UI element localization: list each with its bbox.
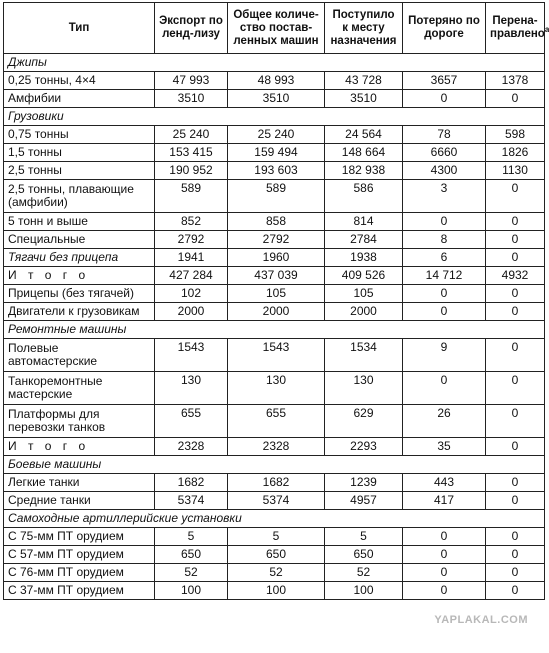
cell-export: 25 240 bbox=[155, 126, 228, 144]
cell-type: Специальные bbox=[4, 231, 155, 249]
header-redirected: Перена-правлено$^а$ bbox=[486, 3, 545, 54]
cell-lost: 78 bbox=[403, 126, 486, 144]
table-row bbox=[4, 492, 545, 510]
table-row bbox=[4, 372, 545, 405]
section-combat: Боевые машины bbox=[4, 456, 545, 474]
cell-export: 100 bbox=[155, 582, 228, 600]
total-row bbox=[4, 438, 545, 456]
lend-lease-table bbox=[3, 2, 549, 600]
table-row bbox=[4, 285, 545, 303]
cell-export: 427 284 bbox=[155, 267, 228, 285]
cell-arrived: 3510 bbox=[325, 90, 403, 108]
cell-export: 5 bbox=[155, 528, 228, 546]
cell-arrived: 629 bbox=[325, 405, 403, 438]
cell-arrived: 409 526 bbox=[325, 267, 403, 285]
cell-arrived: 650 bbox=[325, 546, 403, 564]
header-type: Тип bbox=[4, 3, 155, 54]
table-row bbox=[4, 528, 545, 546]
cell-arrived: 4957 bbox=[325, 492, 403, 510]
cell-type: 2,5 тонны, плавающие (амфибии) bbox=[4, 180, 155, 213]
cell-export: 1543 bbox=[155, 339, 228, 372]
table-row bbox=[4, 231, 545, 249]
cell-export: 1941 bbox=[155, 249, 228, 267]
cell-arrived: 5 bbox=[325, 528, 403, 546]
cell-arrived: 1938 bbox=[325, 249, 403, 267]
cell-redirected: 0 bbox=[486, 180, 545, 213]
cell-redirected: 0 bbox=[486, 564, 545, 582]
cell-redirected: 4932 bbox=[486, 267, 545, 285]
cell-arrived: 24 564 bbox=[325, 126, 403, 144]
cell-export: 852 bbox=[155, 213, 228, 231]
cell-lost: 0 bbox=[403, 564, 486, 582]
cell-total: 25 240 bbox=[228, 126, 325, 144]
cell-lost: 3657 bbox=[403, 72, 486, 90]
table-row bbox=[4, 339, 545, 372]
section-row bbox=[4, 108, 545, 126]
cell-lost: 6660 bbox=[403, 144, 486, 162]
cell-export: 1682 bbox=[155, 474, 228, 492]
cell-type: Двигатели к грузовикам bbox=[4, 303, 155, 321]
header-export: Экспорт по ленд-лизу bbox=[155, 3, 228, 54]
cell-redirected: 0 bbox=[486, 372, 545, 405]
table-row bbox=[4, 474, 545, 492]
header-total: Общее количе-ство постав-ленных машин bbox=[228, 3, 325, 54]
cell-redirected: 0 bbox=[486, 231, 545, 249]
cell-lost: 443 bbox=[403, 474, 486, 492]
cell-total: 2792 bbox=[228, 231, 325, 249]
cell-export: 47 993 bbox=[155, 72, 228, 90]
cell-arrived: 1534 bbox=[325, 339, 403, 372]
cell-type: С 57-мм ПТ орудием bbox=[4, 546, 155, 564]
cell-lost: 0 bbox=[403, 90, 486, 108]
table-row bbox=[4, 162, 545, 180]
table-row bbox=[4, 126, 545, 144]
cell-export: 52 bbox=[155, 564, 228, 582]
cell-arrived: 100 bbox=[325, 582, 403, 600]
cell-total: 858 bbox=[228, 213, 325, 231]
cell-total: 650 bbox=[228, 546, 325, 564]
cell-redirected: 0 bbox=[486, 474, 545, 492]
cell-total: 48 993 bbox=[228, 72, 325, 90]
section-spg: Самоходные артиллерийские установки bbox=[4, 510, 545, 528]
cell-total: 5374 bbox=[228, 492, 325, 510]
cell-arrived: 52 bbox=[325, 564, 403, 582]
table-row bbox=[4, 144, 545, 162]
cell-total: 2328 bbox=[228, 438, 325, 456]
cell-lost: 0 bbox=[403, 582, 486, 600]
footnote-mark: а bbox=[544, 25, 549, 35]
cell-total: 130 bbox=[228, 372, 325, 405]
cell-type: Платформы для перевозки танков bbox=[4, 405, 155, 438]
table-row bbox=[4, 546, 545, 564]
section-row bbox=[4, 54, 545, 72]
header-lost: Потеряно по дороге bbox=[403, 3, 486, 54]
cell-total: 100 bbox=[228, 582, 325, 600]
cell-type: С 75-мм ПТ орудием bbox=[4, 528, 155, 546]
cell-redirected: 0 bbox=[486, 90, 545, 108]
cell-total: 3510 bbox=[228, 90, 325, 108]
cell-total: 52 bbox=[228, 564, 325, 582]
cell-lost: 0 bbox=[403, 213, 486, 231]
cell-type: И т о г о bbox=[4, 267, 155, 285]
cell-export: 102 bbox=[155, 285, 228, 303]
cell-lost: 417 bbox=[403, 492, 486, 510]
cell-type: Полевые автомастерские bbox=[4, 339, 155, 372]
cell-arrived: 182 938 bbox=[325, 162, 403, 180]
cell-arrived: 814 bbox=[325, 213, 403, 231]
cell-arrived: 148 664 bbox=[325, 144, 403, 162]
section-row bbox=[4, 510, 545, 528]
cell-type: 0,75 тонны bbox=[4, 126, 155, 144]
cell-total: 2000 bbox=[228, 303, 325, 321]
header-arrived: Поступило к месту назначения bbox=[325, 3, 403, 54]
cell-export: 650 bbox=[155, 546, 228, 564]
cell-total: 1682 bbox=[228, 474, 325, 492]
cell-type: Амфибии bbox=[4, 90, 155, 108]
cell-redirected: 1378 bbox=[486, 72, 545, 90]
table-row bbox=[4, 303, 545, 321]
cell-arrived: 2000 bbox=[325, 303, 403, 321]
header-row bbox=[4, 3, 545, 54]
cell-lost: 26 bbox=[403, 405, 486, 438]
cell-type: И т о г о bbox=[4, 438, 155, 456]
cell-total: 1960 bbox=[228, 249, 325, 267]
cell-total: 105 bbox=[228, 285, 325, 303]
table-row bbox=[4, 90, 545, 108]
cell-arrived: 2784 bbox=[325, 231, 403, 249]
cell-export: 2792 bbox=[155, 231, 228, 249]
cell-total: 193 603 bbox=[228, 162, 325, 180]
section-jeeps: Джипы bbox=[4, 54, 545, 72]
cell-redirected: 1130 bbox=[486, 162, 545, 180]
table-row bbox=[4, 582, 545, 600]
cell-arrived: 586 bbox=[325, 180, 403, 213]
cell-type: Легкие танки bbox=[4, 474, 155, 492]
cell-redirected: 0 bbox=[486, 438, 545, 456]
cell-lost: 14 712 bbox=[403, 267, 486, 285]
cell-type: 0,25 тонны, 4×4 bbox=[4, 72, 155, 90]
cell-redirected: 0 bbox=[486, 528, 545, 546]
cell-redirected: 0 bbox=[486, 339, 545, 372]
cell-lost: 0 bbox=[403, 546, 486, 564]
cell-export: 2000 bbox=[155, 303, 228, 321]
cell-export: 2328 bbox=[155, 438, 228, 456]
cell-redirected: 0 bbox=[486, 285, 545, 303]
cell-type: 1,5 тонны bbox=[4, 144, 155, 162]
table-row bbox=[4, 249, 545, 267]
cell-total: 589 bbox=[228, 180, 325, 213]
cell-type: 2,5 тонны bbox=[4, 162, 155, 180]
cell-lost: 9 bbox=[403, 339, 486, 372]
cell-redirected: 1826 bbox=[486, 144, 545, 162]
cell-redirected: 0 bbox=[486, 582, 545, 600]
cell-redirected: 0 bbox=[486, 492, 545, 510]
cell-export: 5374 bbox=[155, 492, 228, 510]
cell-arrived: 1239 bbox=[325, 474, 403, 492]
table-row bbox=[4, 213, 545, 231]
cell-arrived: 2293 bbox=[325, 438, 403, 456]
table-row bbox=[4, 72, 545, 90]
cell-redirected: 598 bbox=[486, 126, 545, 144]
cell-redirected: 0 bbox=[486, 303, 545, 321]
cell-arrived: 130 bbox=[325, 372, 403, 405]
watermark: YAPLAKAL.COM bbox=[434, 614, 528, 626]
cell-lost: 0 bbox=[403, 303, 486, 321]
cell-type: 5 тонн и выше bbox=[4, 213, 155, 231]
cell-arrived: 43 728 bbox=[325, 72, 403, 90]
table-row bbox=[4, 180, 545, 213]
cell-export: 589 bbox=[155, 180, 228, 213]
cell-type: Танкоремонтные мастерские bbox=[4, 372, 155, 405]
section-repair: Ремонтные машины bbox=[4, 321, 545, 339]
cell-total: 5 bbox=[228, 528, 325, 546]
section-row bbox=[4, 456, 545, 474]
cell-total: 1543 bbox=[228, 339, 325, 372]
cell-type: Средние танки bbox=[4, 492, 155, 510]
cell-lost: 0 bbox=[403, 372, 486, 405]
cell-export: 3510 bbox=[155, 90, 228, 108]
cell-total: 437 039 bbox=[228, 267, 325, 285]
cell-lost: 6 bbox=[403, 249, 486, 267]
total-row bbox=[4, 267, 545, 285]
cell-export: 655 bbox=[155, 405, 228, 438]
cell-lost: 0 bbox=[403, 528, 486, 546]
cell-lost: 8 bbox=[403, 231, 486, 249]
section-row bbox=[4, 321, 545, 339]
cell-export: 130 bbox=[155, 372, 228, 405]
cell-export: 190 952 bbox=[155, 162, 228, 180]
cell-total: 655 bbox=[228, 405, 325, 438]
cell-arrived: 105 bbox=[325, 285, 403, 303]
cell-type: Прицепы (без тягачей) bbox=[4, 285, 155, 303]
table-row bbox=[4, 405, 545, 438]
cell-redirected: 0 bbox=[486, 546, 545, 564]
cell-redirected: 0 bbox=[486, 249, 545, 267]
cell-export: 153 415 bbox=[155, 144, 228, 162]
cell-lost: 3 bbox=[403, 180, 486, 213]
cell-total: 159 494 bbox=[228, 144, 325, 162]
cell-lost: 0 bbox=[403, 285, 486, 303]
cell-type: Тягачи без прицепа bbox=[4, 249, 155, 267]
section-trucks: Грузовики bbox=[4, 108, 545, 126]
cell-redirected: 0 bbox=[486, 405, 545, 438]
cell-lost: 4300 bbox=[403, 162, 486, 180]
table-row bbox=[4, 564, 545, 582]
cell-lost: 35 bbox=[403, 438, 486, 456]
cell-redirected: 0 bbox=[486, 213, 545, 231]
cell-type: С 37-мм ПТ орудием bbox=[4, 582, 155, 600]
cell-type: С 76-мм ПТ орудием bbox=[4, 564, 155, 582]
